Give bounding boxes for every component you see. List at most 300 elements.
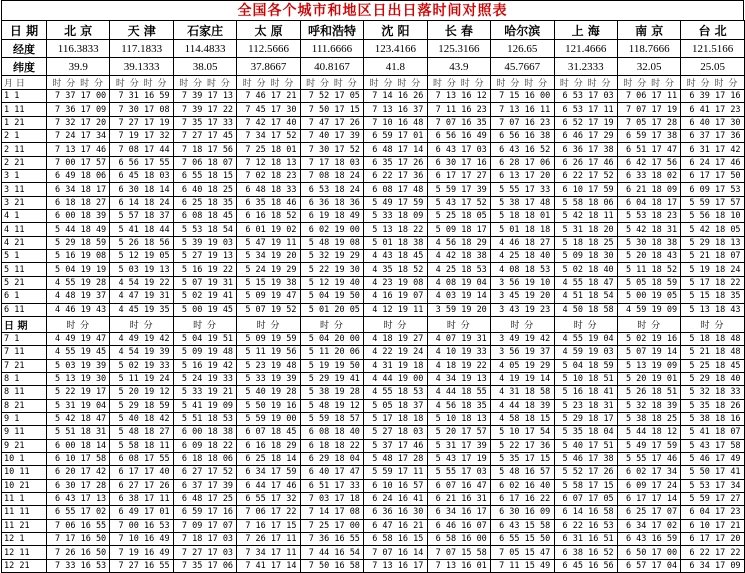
sun-times-cell: 5 12 19 05	[110, 250, 173, 263]
sun-times-cell: 6 10 17 59	[554, 183, 617, 196]
sun-times-cell: 5 12 19 40	[300, 276, 363, 289]
sun-times-cell: 5 11 20 06	[300, 346, 363, 359]
sun-times-cell: 6 31 17 42	[681, 143, 744, 156]
sun-times-cell: 5 31 17 39	[427, 439, 490, 452]
sun-times-cell: 4 31 19 18	[364, 359, 427, 372]
table-row	[2, 359, 745, 372]
sun-times-cell: 5 24 19 33	[173, 372, 236, 385]
sun-times-cell: 7 08 17 44	[110, 143, 173, 156]
sun-times-cell: 5 55 17 33	[491, 183, 554, 196]
sun-times-cell: 6 16 18 29	[237, 439, 300, 452]
sun-times-cell: 5 16 18 41	[554, 386, 617, 399]
sun-times-cell: 5 16 19 42	[173, 359, 236, 372]
sun-times-cell: 5 18 18 25	[554, 236, 617, 249]
sun-times-cell: 6 33 18 02	[617, 170, 680, 183]
row-date: 10 21	[2, 479, 47, 492]
sun-times-cell: 6 07 16 47	[427, 479, 490, 492]
sun-times-cell: 7 02 18 23	[237, 170, 300, 183]
sun-times-cell: 6 07 17 05	[554, 492, 617, 505]
sun-times-cell: 7 16 17 15	[237, 519, 300, 532]
sun-times-cell: 7 50 17 15	[300, 103, 363, 116]
sun-times-cell: 5 53 18 54	[173, 223, 236, 236]
sun-times-cell: 6 04 18 17	[617, 196, 680, 209]
sun-times-cell: 7 30 17 08	[110, 103, 173, 116]
sun-times-cell: 7 03 17 18	[300, 492, 363, 505]
sun-times-cell: 6 37 17 36	[681, 130, 744, 143]
latitude-label: 纬度	[2, 58, 47, 76]
sun-times-cell: 6 27 17 26	[110, 479, 173, 492]
table-row	[2, 276, 745, 289]
time-unit-label: 时 分 时 分	[617, 76, 680, 90]
sun-times-cell: 7 39 17 13	[173, 90, 236, 103]
sun-times-cell: 5 20 19 01	[617, 372, 680, 385]
sun-times-cell: 5 22 17 36	[491, 439, 554, 452]
mid-unit-label: 时 分	[237, 316, 300, 332]
sun-times-cell: 6 58 16 00	[427, 533, 490, 546]
sun-times-cell: 6 53 17 03	[554, 90, 617, 103]
sun-times-cell: 5 48 16 57	[491, 466, 554, 479]
sun-times-cell: 4 51 18 54	[554, 290, 617, 303]
table-row	[2, 196, 745, 209]
sun-times-cell: 6 34 18 17	[47, 183, 110, 196]
sun-times-cell: 7 32 17 20	[47, 116, 110, 129]
table-row	[2, 290, 745, 303]
sun-times-cell: 4 18 19 22	[427, 359, 490, 372]
sun-times-cell: 7 00 16 53	[110, 519, 173, 532]
sun-times-cell: 6 49 18 06	[47, 170, 110, 183]
sun-times-cell: 6 17 17 27	[427, 170, 490, 183]
row-date: 7 11	[2, 346, 47, 359]
sun-times-cell: 7 06 18 07	[173, 156, 236, 169]
sun-times-cell: 5 42 18 11	[554, 210, 617, 223]
sun-times-cell: 5 11 18 52	[617, 263, 680, 276]
row-date: 7 21	[2, 359, 47, 372]
sun-times-cell: 3 45 19 20	[491, 290, 554, 303]
city-name: 太 原	[237, 21, 300, 40]
row-date: 5 21	[2, 276, 47, 289]
mid-unit-label: 时 分	[617, 316, 680, 332]
sun-times-cell: 7 36 16 55	[300, 533, 363, 546]
sun-times-cell: 5 04 20 00	[300, 332, 363, 345]
row-date: 1 11	[2, 103, 47, 116]
sun-times-cell: 7 39 17 22	[173, 103, 236, 116]
sun-times-cell: 6 52 17 19	[554, 116, 617, 129]
sun-times-cell: 6 30 17 28	[47, 479, 110, 492]
table-row	[2, 116, 745, 129]
row-date: 7 1	[2, 332, 47, 345]
sun-times-cell: 6 46 16 07	[427, 519, 490, 532]
sun-times-cell: 3 49 19 42	[491, 332, 554, 345]
sun-times-cell: 4 05 19 29	[491, 359, 554, 372]
sun-times-cell: 7 13 16 37	[364, 103, 427, 116]
sun-times-cell: 7 00 17 57	[47, 156, 110, 169]
city-name: 天 津	[110, 21, 173, 40]
sun-times-cell: 5 01 20 05	[300, 303, 363, 316]
row-date: 11 11	[2, 506, 47, 519]
sun-times-cell: 5 29 19 41	[300, 372, 363, 385]
sun-times-cell: 4 18 19 27	[364, 332, 427, 345]
sun-times-cell: 7 07 15 58	[427, 546, 490, 559]
sun-times-cell: 5 17 18 18	[364, 412, 427, 425]
longitude-value: 125.3166	[427, 40, 490, 58]
sun-times-cell: 7 34 17 11	[237, 546, 300, 559]
table-row	[2, 372, 745, 385]
sun-times-cell: 4 55 18 53	[364, 386, 427, 399]
sun-times-cell: 6 01 19 02	[237, 223, 300, 236]
time-unit-label: 时 分 时 分	[300, 76, 363, 90]
sun-times-cell: 5 35 17 15	[491, 452, 554, 465]
longitude-value: 126.65	[491, 40, 554, 58]
sun-times-cell: 6 51 17 33	[300, 479, 363, 492]
longitude-value: 118.7666	[617, 40, 680, 58]
row-date: 3 11	[2, 183, 47, 196]
sun-times-cell: 5 31 18 20	[554, 223, 617, 236]
sun-times-cell: 5 13 19 09	[617, 359, 680, 372]
sun-times-cell: 4 55 18 47	[554, 276, 617, 289]
sun-times-cell: 5 00 19 45	[173, 303, 236, 316]
sun-times-cell: 5 02 18 40	[554, 263, 617, 276]
row-date: 8 21	[2, 399, 47, 412]
city-header-row	[2, 21, 745, 40]
sun-times-cell: 7 07 17 19	[617, 103, 680, 116]
sun-times-cell: 4 16 19 07	[364, 290, 427, 303]
sun-times-cell: 6 56 16 49	[427, 130, 490, 143]
sun-times-cell: 5 32 18 39	[617, 399, 680, 412]
sun-times-cell: 5 40 19 28	[237, 386, 300, 399]
sun-times-cell: 6 14 16 58	[554, 506, 617, 519]
longitude-value: 121.4666	[554, 40, 617, 58]
row-date: 3 21	[2, 196, 47, 209]
sun-times-cell: 7 42 17 40	[237, 116, 300, 129]
row-date: 12 11	[2, 546, 47, 559]
sun-times-cell: 4 25 18 40	[491, 250, 554, 263]
sun-times-cell: 5 35 18 04	[554, 426, 617, 439]
row-date: 4 1	[2, 210, 47, 223]
sun-times-cell: 6 08 17 55	[110, 452, 173, 465]
page-title: 全国各个城市和地区日出日落时间对照表	[1, 0, 744, 20]
sun-times-cell: 6 00 18 38	[173, 426, 236, 439]
sun-times-cell: 6 24 16 41	[364, 492, 427, 505]
sun-times-cell: 6 35 17 26	[364, 156, 427, 169]
sun-times-cell: 6 25 17 07	[617, 506, 680, 519]
time-unit-label: 时 分 时 分	[173, 76, 236, 90]
table-row	[2, 466, 745, 479]
sun-times-cell: 5 59 17 27	[681, 492, 744, 505]
sun-times-cell: 7 37 17 00	[47, 90, 110, 103]
sun-times-cell: 5 07 19 52	[237, 303, 300, 316]
sun-times-cell: 6 34 17 02	[617, 519, 680, 532]
sun-times-cell: 4 55 19 04	[554, 332, 617, 345]
sun-times-cell: 6 36 16 30	[364, 506, 427, 519]
row-date: 10 11	[2, 466, 47, 479]
time-unit-label: 时 分 时 分	[491, 76, 554, 90]
sun-times-cell: 7 15 16 00	[491, 90, 554, 103]
date-header-label: 日 期	[2, 21, 47, 40]
sun-times-cell: 4 07 19 31	[427, 332, 490, 345]
mid-unit-label: 时 分	[364, 316, 427, 332]
table-row	[2, 263, 745, 276]
sun-times-cell: 6 17 17 50	[681, 170, 744, 183]
mid-unit-label: 时 分	[554, 316, 617, 332]
sun-times-cell: 5 42 18 31	[617, 223, 680, 236]
sun-times-cell: 4 25 18 53	[427, 263, 490, 276]
sun-times-cell: 6 07 18 45	[237, 426, 300, 439]
sun-times-cell: 7 50 16 58	[300, 559, 363, 572]
sun-times-cell: 6 31 16 51	[554, 533, 617, 546]
sun-times-cell: 4 45 19 35	[110, 303, 173, 316]
sun-times-cell: 6 53 17 11	[554, 103, 617, 116]
time-unit-label: 时 分 时 分	[681, 76, 744, 90]
sun-times-cell: 6 10 17 58	[47, 452, 110, 465]
table-row	[2, 236, 745, 249]
sun-times-cell: 4 54 19 39	[110, 346, 173, 359]
sun-times-cell: 5 59 18 57	[300, 412, 363, 425]
sun-times-cell: 6 42 17 56	[617, 156, 680, 169]
sun-times-cell: 5 04 18 59	[554, 359, 617, 372]
row-date: 11 21	[2, 519, 47, 532]
sun-times-cell: 6 59 17 16	[173, 506, 236, 519]
sun-times-cell: 7 26 16 50	[47, 546, 110, 559]
sun-times-cell: 6 30 16 09	[491, 506, 554, 519]
longitude-value: 112.5666	[237, 40, 300, 58]
sun-times-cell: 6 36 18 36	[300, 196, 363, 209]
sun-times-cell: 6 48 18 33	[237, 183, 300, 196]
longitude-value: 114.4833	[173, 40, 236, 58]
sun-times-cell: 7 06 17 11	[617, 90, 680, 103]
sun-times-cell: 6 43 15 58	[491, 519, 554, 532]
sun-times-cell: 6 56 17 55	[110, 156, 173, 169]
sun-times-cell: 5 01 18 18	[491, 223, 554, 236]
sun-times-cell: 6 18 18 27	[47, 196, 110, 209]
sun-times-cell: 7 13 17 46	[47, 143, 110, 156]
sun-times-cell: 6 34 17 59	[237, 466, 300, 479]
time-unit-label: 时 分 时 分	[554, 76, 617, 90]
latitude-value: 39.9	[47, 58, 110, 76]
sun-times-cell: 7 10 16 49	[110, 533, 173, 546]
sun-times-cell: 5 41 19 09	[173, 399, 236, 412]
row-date: 12 21	[2, 559, 47, 572]
sun-times-cell: 7 34 17 52	[237, 130, 300, 143]
sun-times-cell: 5 59 17 39	[427, 183, 490, 196]
sun-times-cell: 5 34 19 20	[237, 250, 300, 263]
sun-times-cell: 5 29 18 59	[47, 236, 110, 249]
sun-times-cell: 7 52 17 05	[300, 90, 363, 103]
sun-times-cell: 6 45 18 03	[110, 170, 173, 183]
sun-times-cell: 5 15 18 35	[681, 290, 744, 303]
mid-unit-label: 时 分	[300, 316, 363, 332]
sun-times-cell: 5 29 18 59	[110, 399, 173, 412]
sun-times-cell: 6 08 17 48	[364, 183, 427, 196]
longitude-value: 123.4166	[364, 40, 427, 58]
sun-times-cell: 6 57 17 04	[617, 559, 680, 572]
sun-times-cell: 7 18 17 56	[173, 143, 236, 156]
sun-times-cell: 5 55 17 46	[617, 452, 680, 465]
sun-times-cell: 5 09 19 47	[237, 290, 300, 303]
mid-unit-label: 时 分	[110, 316, 173, 332]
sun-times-cell: 6 09 18 22	[173, 439, 236, 452]
sun-times-cell: 5 05 18 37	[364, 399, 427, 412]
sun-times-cell: 4 43 18 45	[364, 250, 427, 263]
sun-times-cell: 7 13 16 12	[427, 90, 490, 103]
sun-times-cell: 5 02 19 41	[173, 290, 236, 303]
month-day-label: 月 日	[2, 76, 47, 90]
sun-times-cell: 6 25 18 14	[237, 452, 300, 465]
sun-times-cell: 6 53 18 24	[300, 183, 363, 196]
sun-times-cell: 7 40 17 39	[300, 130, 363, 143]
sun-times-cell: 7 27 17 19	[110, 116, 173, 129]
mid-date-label: 日 期	[2, 316, 47, 332]
sun-times-cell: 5 23 19 48	[237, 359, 300, 372]
sun-times-cell: 4 23 19 08	[364, 276, 427, 289]
sun-times-cell: 6 27 17 52	[173, 466, 236, 479]
sun-times-cell: 6 47 16 21	[364, 519, 427, 532]
sun-times-cell: 5 13 19 30	[47, 372, 110, 385]
sun-times-cell: 5 09 18 17	[427, 223, 490, 236]
sun-times-cell: 5 33 18 09	[364, 210, 427, 223]
sun-times-cell: 6 51 17 47	[617, 143, 680, 156]
table-row	[2, 546, 745, 559]
sun-times-cell: 5 09 19 59	[237, 332, 300, 345]
city-name: 石家庄	[173, 21, 236, 40]
sun-times-cell: 4 47 19 31	[110, 290, 173, 303]
sun-times-cell: 5 16 19 08	[47, 250, 110, 263]
table-row	[2, 559, 745, 572]
sun-times-cell: 7 08 18 24	[300, 170, 363, 183]
sun-times-cell: 7 26 17 11	[237, 533, 300, 546]
sun-times-cell: 6 59 17 38	[617, 130, 680, 143]
sun-times-cell: 6 22 17 36	[364, 170, 427, 183]
sun-times-cell: 5 20 17 57	[427, 426, 490, 439]
sun-times-cell: 5 55 17 03	[427, 466, 490, 479]
sun-times-cell: 5 53 17 34	[681, 479, 744, 492]
row-date: 5 11	[2, 263, 47, 276]
table-row	[2, 346, 745, 359]
row-date: 4 21	[2, 236, 47, 249]
sun-times-cell: 5 11 19 24	[110, 372, 173, 385]
sun-times-cell: 4 48 19 37	[47, 290, 110, 303]
sun-times-cell: 6 02 16 40	[491, 479, 554, 492]
sun-times-cell: 4 03 19 14	[427, 290, 490, 303]
sun-times-cell: 6 43 16 52	[491, 143, 554, 156]
sun-times-cell: 7 06 16 55	[47, 519, 110, 532]
sun-times-cell: 6 02 19 00	[300, 223, 363, 236]
sun-times-cell: 5 20 18 43	[617, 250, 680, 263]
sunrise-sunset-sheet	[1, 0, 744, 573]
table-row	[2, 386, 745, 399]
sun-times-cell: 5 31 19 04	[47, 399, 110, 412]
table-row	[2, 412, 745, 425]
sun-times-cell: 6 59 17 01	[364, 130, 427, 143]
table-row	[2, 130, 745, 143]
sun-times-cell: 7 30 17 52	[300, 143, 363, 156]
time-unit-label: 时 分 时 分	[237, 76, 300, 90]
sun-times-cell: 6 48 17 25	[173, 492, 236, 505]
sun-times-cell: 7 13 16 01	[427, 559, 490, 572]
sun-times-cell: 6 43 16 59	[617, 533, 680, 546]
sun-times-cell: 5 25 18 45	[681, 359, 744, 372]
longitude-label: 经度	[2, 40, 47, 58]
sun-times-cell: 7 35 17 33	[173, 116, 236, 129]
mid-unit-label: 时 分	[47, 316, 110, 332]
sun-times-cell: 6 00 18 14	[47, 439, 110, 452]
row-date: 12 1	[2, 533, 47, 546]
sun-times-cell: 5 01 18 38	[364, 236, 427, 249]
sun-times-cell: 7 13 16 11	[491, 103, 554, 116]
sun-times-cell: 4 12 19 11	[364, 303, 427, 316]
time-unit-label: 时 分 时 分	[364, 76, 427, 90]
sun-times-cell: 5 17 18 22	[681, 276, 744, 289]
city-name: 长 春	[427, 21, 490, 40]
sun-times-cell: 7 33 16 53	[47, 559, 110, 572]
sun-times-cell: 6 43 17 03	[427, 143, 490, 156]
latitude-value: 43.9	[427, 58, 490, 76]
sun-times-cell: 6 34 16 17	[427, 506, 490, 519]
sun-times-cell: 5 02 19 33	[110, 359, 173, 372]
sun-times-cell: 7 19 17 32	[110, 130, 173, 143]
sun-times-cell: 4 08 18 53	[491, 263, 554, 276]
sun-times-cell: 4 46 18 27	[491, 236, 554, 249]
table-row	[2, 332, 745, 345]
sun-times-cell: 6 08 18 45	[173, 210, 236, 223]
sun-times-cell: 6 00 18 39	[47, 210, 110, 223]
sun-times-cell: 5 13 18 43	[681, 303, 744, 316]
sun-times-cell: 6 21 18 09	[617, 183, 680, 196]
sun-times-cell: 7 07 16 23	[491, 116, 554, 129]
sun-times-cell: 5 10 18 51	[554, 372, 617, 385]
sun-times-cell: 5 00 19 05	[617, 290, 680, 303]
sun-times-cell: 5 15 19 38	[237, 276, 300, 289]
sun-times-cell: 6 46 17 29	[554, 130, 617, 143]
sun-times-cell: 5 35 18 26	[681, 399, 744, 412]
sun-times-cell: 5 24 19 29	[237, 263, 300, 276]
sun-times-cell: 7 06 17 22	[237, 506, 300, 519]
sun-times-cell: 7 07 16 35	[427, 116, 490, 129]
table-row	[2, 90, 745, 103]
sun-times-cell: 4 59 19 09	[617, 303, 680, 316]
sun-times-cell: 5 40 18 42	[110, 412, 173, 425]
sun-times-cell: 7 46 17 21	[237, 90, 300, 103]
table-row	[2, 170, 745, 183]
table-row	[2, 103, 745, 116]
city-name: 北 京	[47, 21, 110, 40]
longitude-row	[2, 40, 745, 58]
sun-times-cell: 6 02 17 34	[617, 466, 680, 479]
sun-times-cell: 6 18 18 06	[173, 452, 236, 465]
row-date: 8 11	[2, 386, 47, 399]
sun-times-cell: 4 35 18 52	[364, 263, 427, 276]
row-date: 3 1	[2, 170, 47, 183]
row-date: 2 21	[2, 156, 47, 169]
sun-times-cell: 6 49 17 01	[110, 506, 173, 519]
latitude-value: 40.8167	[300, 58, 363, 76]
sun-times-cell: 5 07 19 14	[617, 346, 680, 359]
sun-times-cell: 7 31 16 59	[110, 90, 173, 103]
latitude-value: 38.05	[173, 58, 236, 76]
sun-times-cell: 5 05 18 59	[617, 276, 680, 289]
table-row	[2, 183, 745, 196]
sun-times-cell: 5 40 17 51	[554, 439, 617, 452]
sun-times-cell: 4 44 18 55	[427, 386, 490, 399]
sun-times-cell: 7 19 16 49	[110, 546, 173, 559]
sun-times-cell: 5 10 17 54	[491, 426, 554, 439]
table-row	[2, 223, 745, 236]
sun-times-cell: 5 42 18 47	[47, 412, 110, 425]
sun-times-cell: 6 17 17 40	[110, 466, 173, 479]
sun-times-cell: 5 19 19 50	[300, 359, 363, 372]
sun-times-cell: 5 21 18 48	[681, 346, 744, 359]
latitude-value: 31.2333	[554, 58, 617, 76]
table-row	[2, 452, 745, 465]
